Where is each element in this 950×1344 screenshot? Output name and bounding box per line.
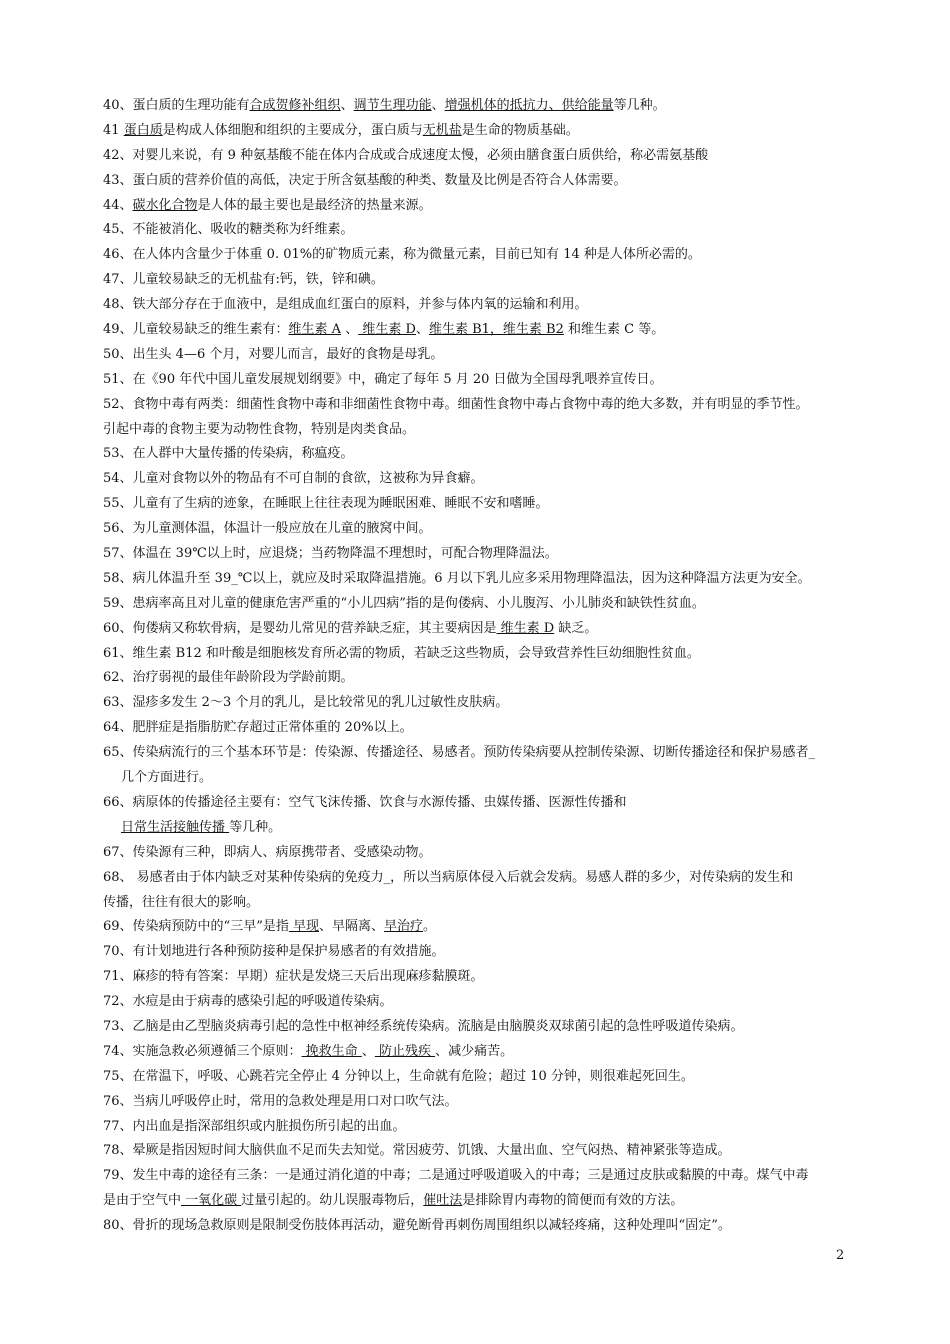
text-segment: 、 bbox=[341, 322, 359, 338]
text-segment: 引起中毒的食物主要为动物性食物，特别是肉类食品。 bbox=[103, 421, 416, 437]
text-segment: 55、儿童有了生病的迹象，在睡眠上往往表现为睡眠困难、睡眠不安和嗜睡。 bbox=[103, 496, 549, 512]
text-segment: 62、治疗弱视的最佳年龄阶段为学龄前期。 bbox=[103, 670, 354, 686]
text-segment: 69、传染病预防中的“三早”是指 bbox=[103, 919, 289, 935]
text-segment: 、减少痛苦。 bbox=[435, 1043, 514, 1059]
underlined-answer: 挽救生命 bbox=[301, 1043, 362, 1059]
text-line bbox=[103, 94, 855, 119]
text-line bbox=[103, 169, 855, 194]
underlined-answer: 催吐法 bbox=[423, 1193, 463, 1209]
text-line bbox=[103, 990, 855, 1015]
underlined-answer: 维生素 B1，维生素 B2 bbox=[428, 322, 564, 338]
underlined-answer: 增强机体的抵抗力、供给能量 bbox=[444, 98, 614, 113]
text-segment: 80、骨折的现场急救原则是限制受伤肢体再活动，避免断骨再刺伤周围组织以减轻疼痛，这种处理叫“固定”。 bbox=[103, 1218, 731, 1234]
page-number: 2 bbox=[836, 1248, 845, 1263]
text-segment: 46、在人体内含量少于体重 0. 01%的矿物质元素，称为微量元素，目前已知有 14 种是人体所必需的。 bbox=[103, 247, 701, 263]
text-segment: 60、佝偻病又称软骨病，是婴幼儿常见的营养缺乏症，其主要病因是 bbox=[103, 620, 497, 636]
text-segment: 63、湿疹多发生 2～3 个月的乳儿，是比较常见的乳儿过敏性皮肤病。 bbox=[103, 695, 509, 711]
text-segment: 71、麻疹的特有答案：早期）症状是发烧三天后出现麻疹黏膜斑。 bbox=[103, 969, 484, 985]
text-segment: 几个方面进行。 bbox=[121, 770, 213, 786]
text-segment: 45、不能被消化、吸收的糖类称为纤维素。 bbox=[103, 222, 354, 238]
text-segment: 72、水痘是由于病毒的感染引起的呼吸道传染病。 bbox=[103, 994, 393, 1010]
text-line bbox=[103, 891, 855, 916]
text-segment: 等几种。 bbox=[229, 819, 282, 835]
text-segment: 49、儿童较易缺乏的维生素有： bbox=[103, 322, 289, 338]
text-segment: 52、食物中毒有两类：细菌性食物中毒和非细菌性食物中毒。细菌性食物中毒占食物中毒的绝大多数，并有明显的季节性。 bbox=[103, 396, 809, 412]
text-segment: 74、实施急救必须遵循三个原则： bbox=[103, 1043, 302, 1059]
text-line bbox=[103, 1214, 855, 1239]
underlined-answer: 早现 bbox=[288, 919, 319, 935]
text-line bbox=[103, 243, 855, 268]
text-line bbox=[103, 492, 855, 517]
text-segment: 79、发生中毒的途径有三条：一是通过消化道的中毒；二是通过呼吸道吸入的中毒；三是通过皮肤或黏膜的中毒。煤气中毒 bbox=[103, 1168, 809, 1184]
text-line bbox=[103, 1189, 855, 1214]
underlined-answer: 合成贺修补组织 bbox=[249, 98, 341, 113]
underlined-answer: 早治疗 bbox=[384, 919, 424, 935]
underlined-answer: 一氧化碳 bbox=[181, 1193, 242, 1209]
text-line bbox=[103, 1115, 855, 1140]
underlined-answer: 蛋白质 bbox=[123, 122, 163, 138]
text-segment: 64、肥胖症是指脂肪贮存超过正常体重的 20%以上。 bbox=[103, 720, 413, 736]
text-line bbox=[103, 965, 855, 990]
underlined-answer: 调节生理功能 bbox=[353, 98, 432, 113]
text-segment: 53、在人群中大量传播的传染病，称瘟疫。 bbox=[103, 446, 354, 462]
text-segment: 57、体温在 39℃以上时，应退烧；当药物降温不理想时，可配合物理降温法。 bbox=[103, 546, 558, 562]
text-segment: 是排除胃内毒物的简便而有效的方法。 bbox=[462, 1193, 684, 1209]
text-segment: 是构成人体细胞和组织的主要成分，蛋白质与 bbox=[162, 122, 423, 138]
text-line bbox=[103, 1040, 855, 1065]
text-line bbox=[103, 1065, 855, 1090]
text-segment: 、 bbox=[415, 322, 429, 338]
text-line bbox=[103, 293, 855, 318]
text-segment: 42、对婴儿来说，有 9 种氨基酸不能在体内合成或合成速度太慢，必须由膳食蛋白质供给，称必需氨基酸 bbox=[103, 147, 709, 163]
text-segment: 75、在常温下，呼吸、心跳若完全停止 4 分钟以上，生命就有危险；超过 10 分钟，则很难起死回生。 bbox=[103, 1068, 694, 1084]
text-segment: 、 bbox=[340, 98, 354, 113]
text-segment: 54、儿童对食物以外的物品有不可自制的食欲，这被称为异食癖。 bbox=[103, 471, 484, 487]
text-line bbox=[103, 1015, 855, 1040]
text-line bbox=[103, 393, 855, 418]
text-line bbox=[103, 442, 855, 467]
text-line bbox=[103, 467, 855, 492]
text-line bbox=[103, 119, 855, 144]
text-line bbox=[103, 1139, 855, 1164]
text-line bbox=[103, 766, 855, 791]
underlined-answer: 碳水化合物 bbox=[132, 197, 198, 213]
document-body bbox=[103, 94, 855, 1239]
text-segment: 76、当病儿呼吸停止时，常用的急救处理是用口对口吹气法。 bbox=[103, 1093, 458, 1109]
text-line bbox=[103, 144, 855, 169]
text-line bbox=[103, 741, 855, 766]
text-line bbox=[103, 915, 855, 940]
text-line bbox=[103, 816, 855, 841]
underlined-answer: 无机盐 bbox=[422, 122, 462, 138]
text-line bbox=[103, 1164, 855, 1189]
text-segment: 是生命的物质基础。 bbox=[461, 122, 579, 138]
text-segment: 59、患病率高且对儿童的健康危害严重的“小儿四病”指的是佝偻病、小儿腹泻、小儿肺炎和缺铁性贫血。 bbox=[103, 595, 705, 611]
text-line bbox=[103, 368, 855, 393]
text-line bbox=[103, 617, 855, 642]
text-line bbox=[103, 517, 855, 542]
text-segment: 77、内出血是指深部组织或内脏损伤所引起的出血。 bbox=[103, 1118, 406, 1134]
text-segment: 56、为儿童测体温，体温计一般应放在儿童的腋窝中间。 bbox=[103, 521, 432, 537]
text-segment: 过量引起的。幼儿误服毒物后， bbox=[241, 1193, 424, 1209]
text-segment: 67、传染源有三种，即病人、病原携带者、受感染动物。 bbox=[103, 844, 432, 860]
text-segment: 68、 易感者由于体内缺乏对某种传染病的免疫力_，所以当病原体侵入后就会发病。易感人群的多少，对传染病的发生和 bbox=[103, 869, 794, 885]
text-segment: 65、传染病流行的三个基本环节是：传染源、传播途径、易感者。预防传染病要从控制传染源、切断传播途径和保护易感者_ bbox=[103, 745, 816, 761]
underlined-answer: 防止残疾 bbox=[374, 1043, 436, 1059]
underlined-answer: 维生素 D bbox=[496, 620, 555, 636]
text-line bbox=[103, 592, 855, 617]
text-segment: 、 bbox=[431, 98, 445, 113]
text-segment: 78、晕厥是指因短时间大脑供血不足而失去知觉。常因疲劳、饥饿、大量出血、空气闷热、精神紧张等造成。 bbox=[103, 1143, 731, 1159]
text-line bbox=[103, 418, 855, 443]
text-segment: 、 bbox=[361, 1043, 375, 1059]
text-line bbox=[103, 318, 855, 343]
text-segment: 、早隔离、 bbox=[318, 919, 384, 935]
underlined-answer: 维生素 D bbox=[358, 322, 416, 338]
text-segment: 61、维生素 B12 和叶酸是细胞核发育所必需的物质，若缺乏这些物质，会导致营养性巨幼细胞性贫血。 bbox=[103, 645, 700, 661]
text-line bbox=[103, 343, 855, 368]
text-segment: 48、铁大部分存在于血液中，是组成血红蛋白的原料，并参与体内氧的运输和利用。 bbox=[103, 297, 588, 313]
text-segment: 。 bbox=[423, 919, 437, 935]
text-segment: 44、 bbox=[103, 197, 133, 213]
text-line bbox=[103, 691, 855, 716]
text-line bbox=[103, 567, 855, 592]
text-line bbox=[103, 791, 855, 816]
text-line bbox=[103, 841, 855, 866]
text-segment: 和维生素 C 等。 bbox=[563, 322, 665, 338]
underlined-answer: 维生素 A bbox=[288, 322, 342, 338]
text-line bbox=[103, 666, 855, 691]
text-segment: 是由于空气中 bbox=[103, 1193, 182, 1209]
text-segment: 是人体的最主要也是最经济的热量来源。 bbox=[197, 197, 432, 213]
text-line bbox=[103, 194, 855, 219]
text-line bbox=[103, 1090, 855, 1115]
text-segment: 47、儿童较易缺乏的无机盐有:钙，铁，锌和碘。 bbox=[103, 272, 384, 288]
text-segment: 43、蛋白质的营养价值的高低，决定于所含氨基酸的种类、数量及比例是否符合人体需要。 bbox=[103, 172, 627, 188]
text-segment: 51、在《90 年代中国儿童发展规划纲要》中，确定了每年 5 月 20 日做为全国母乳喂养宣传日。 bbox=[103, 371, 663, 387]
text-line bbox=[103, 940, 855, 965]
text-segment: 缺乏。 bbox=[554, 620, 598, 636]
text-segment: 66、病原体的传播途径主要有：空气飞沫传播、饮食与水源传播、虫媒传播、医源性传播和 bbox=[103, 794, 627, 810]
text-segment: 40、蛋白质的生理功能有 bbox=[103, 98, 250, 113]
text-segment: 等几种。 bbox=[613, 98, 666, 113]
text-line bbox=[103, 542, 855, 567]
text-segment: 58、病儿体温升至 39_℃以上，就应及时采取降温措施。6 月以下乳儿应多采用物理降温法，因为这种降温方法更为安全。 bbox=[103, 570, 811, 586]
text-segment: 传播，往往有很大的影响。 bbox=[103, 894, 260, 910]
text-line bbox=[103, 716, 855, 741]
text-segment: 73、乙脑是由乙型脑炎病毒引起的急性中枢神经系统传染病。流脑是由脑膜炎双球菌引起的急性呼吸道传染病。 bbox=[103, 1018, 744, 1034]
text-line bbox=[103, 866, 855, 891]
text-line bbox=[103, 268, 855, 293]
text-segment: 41 bbox=[103, 122, 124, 138]
text-segment: 50、出生头 4—6 个月，对婴儿而言，最好的食物是母乳。 bbox=[103, 346, 444, 362]
underlined-answer: 日常生活接触传播 bbox=[121, 819, 230, 835]
text-line bbox=[103, 218, 855, 243]
text-line bbox=[103, 642, 855, 667]
text-segment: 70、有计划地进行各种预防接种是保护易感者的有效措施。 bbox=[103, 944, 445, 960]
